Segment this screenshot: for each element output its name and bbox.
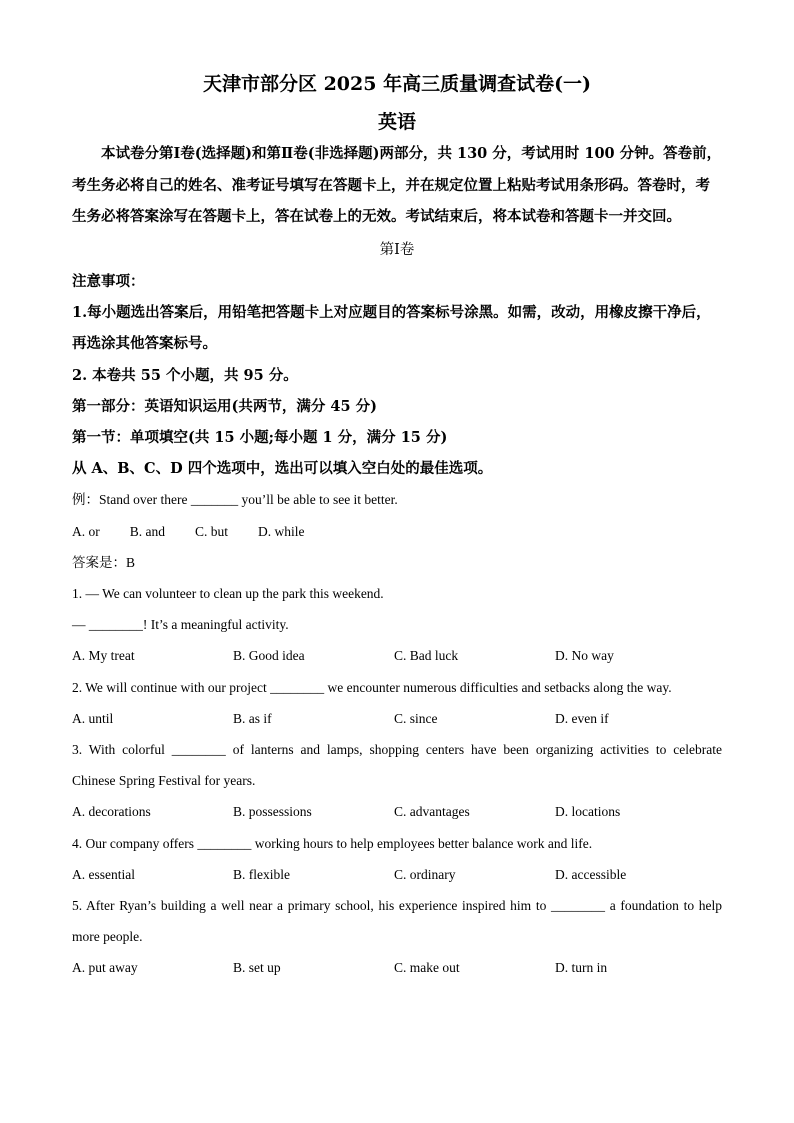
option-c: C. Bad luck (394, 648, 459, 664)
option-c: C. since (394, 710, 438, 726)
notes-item-2: 2. 本卷共 55 个小题，共 95 分。 (72, 366, 298, 384)
option-a: A. until (72, 710, 114, 726)
option-b: B. set up (233, 960, 281, 976)
example-option: C. but (195, 523, 229, 539)
option-b: B. as if (233, 710, 272, 726)
option-c: C. advantages (394, 804, 470, 820)
question-2-stem: 2. We will continue with our project ________ we encounter numerous difficulties and setbacks along the way. (72, 679, 672, 695)
option-a: A. essential (72, 866, 135, 882)
example-stem: 例：Stand over there _______ you’ll be able to see it better. (72, 492, 398, 508)
notes-heading: 注意事项： (72, 273, 145, 290)
question-3-options (72, 796, 722, 827)
question-5-stem-line2: more people. (72, 929, 143, 945)
part1-heading: 第一部分：英语知识运用(共两节，满分 45 分) (72, 397, 377, 415)
option-a: A. decorations (72, 804, 151, 820)
exam-subject: 英语 (377, 111, 416, 133)
question-4-stem: 4. Our company offers ________ working hours to help employees better balance work and life. (72, 835, 593, 851)
option-d: D. accessible (555, 866, 627, 882)
option-d: D. even if (555, 710, 609, 726)
option-b: B. Good idea (233, 648, 305, 664)
option-d: D. No way (555, 648, 614, 664)
question-5-stem: 5. After Ryan’s building a well near a primary school, his experience inspired him to ________ a foundation to help (72, 898, 722, 914)
example-option: A. or (72, 523, 100, 539)
question-3-stem: 3. With colorful ________ of lanterns and lamps, shopping centers have been organizing activities to celebrate (72, 742, 722, 758)
volume-heading: 第Ⅰ卷 (379, 241, 415, 258)
question-4-options (72, 859, 722, 890)
option-d: D. locations (555, 804, 621, 820)
example-answer: 答案是：B (72, 554, 136, 570)
example-option: D. while (258, 523, 305, 539)
question-5-options (72, 952, 722, 983)
option-c: C. make out (394, 960, 460, 976)
option-b: B. flexible (233, 866, 290, 882)
example-option: B. and (129, 523, 165, 539)
option-a: A. My treat (72, 648, 135, 664)
exam-intro: 本试卷分第Ⅰ卷(选择题)和第Ⅱ卷(非选择题)两部分，共 130 分，考试用时 100 分钟。答卷前，考生务必将自己的姓名、准考证号填写在答题卡上，并在规定位置上粘贴考试用条形码。答卷时，考生务必将答案涂写在答题卡上，答在试卷上的无效。考试结束后，将本试卷和答题卡一并交回。 (72, 145, 722, 225)
section-instruction: 从 A、B、C、D 四个选项中，选出可以填入空白处的最佳选项。 (72, 460, 493, 478)
option-a: A. put away (72, 960, 138, 976)
example-options (72, 516, 722, 547)
question-2-options (72, 703, 722, 734)
question-1-stem-line2: — ________! It’s a meaningful activity. (72, 617, 289, 633)
question-1-stem: 1. — We can volunteer to clean up the park this weekend. (72, 586, 384, 602)
option-d: D. turn in (555, 960, 608, 976)
question-3-stem-line2: Chinese Spring Festival for years. (72, 773, 256, 789)
section1-heading: 第一节：单项填空(共 15 小题;每小题 1 分，满分 15 分) (72, 429, 448, 447)
option-c: C. ordinary (394, 866, 456, 882)
option-b: B. possessions (233, 804, 312, 820)
notes-item-1: 1.每小题选出答案后，用铅笔把答题卡上对应题目的答案标号涂黑。如需，改动，用橡皮擦干净后，再选涂其他答案标号。 (72, 304, 711, 353)
exam-title: 天津市部分区 2025 年高三质量调查试卷(一) (202, 73, 592, 95)
question-1-options (72, 640, 722, 671)
